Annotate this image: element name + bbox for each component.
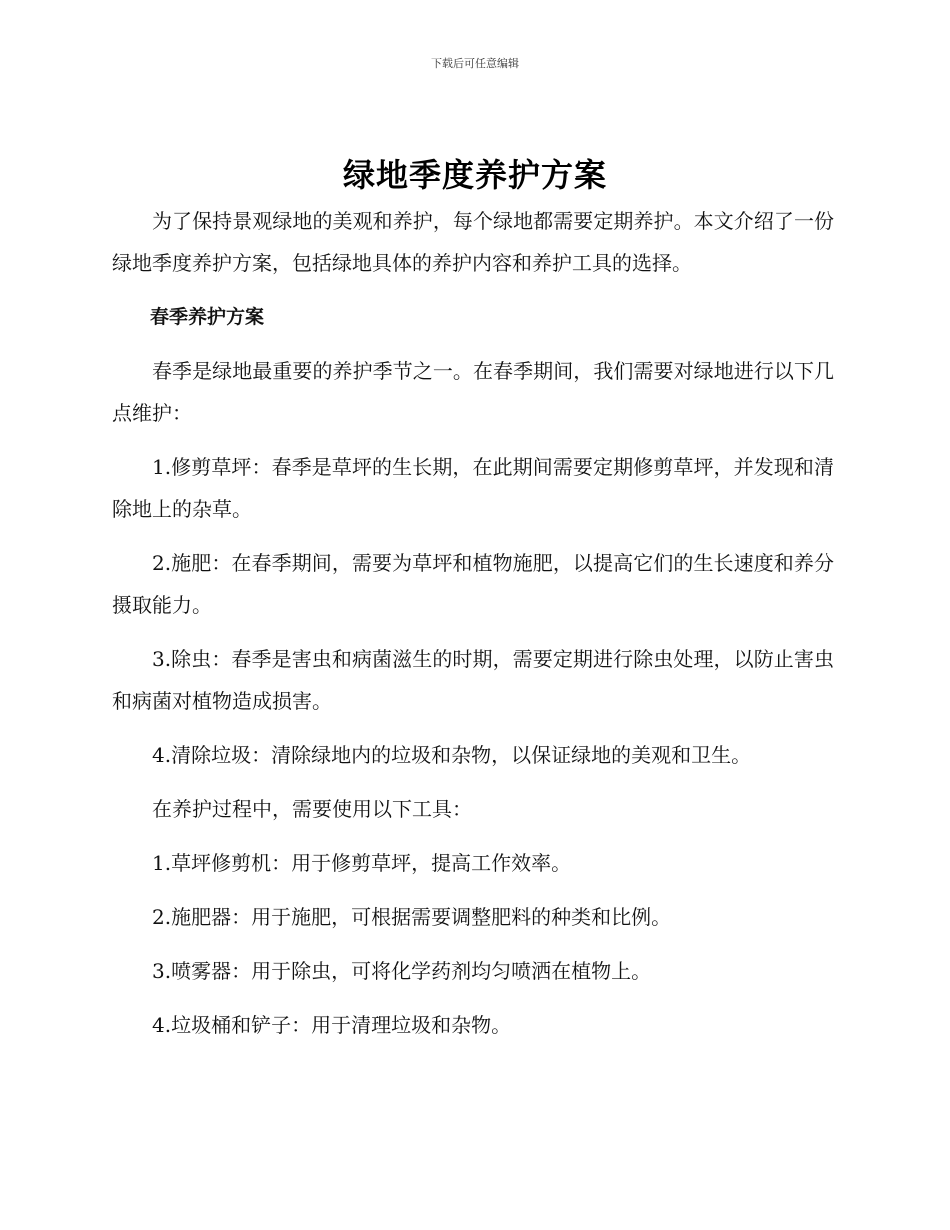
spring-task-item: 2.施肥：在春季期间，需要为草坪和植物施肥，以提高它们的生长速度和养分摄取能力。	[112, 551, 834, 617]
tool-item: 4.垃圾桶和铲子：用于清理垃圾和杂物。	[152, 1013, 512, 1037]
document-title: 绿地季度养护方案	[342, 156, 607, 194]
intro-paragraph: 为了保持景观绿地的美观和养护，每个绿地都需要定期养护。本文介绍了一份绿地季度养护方案，包括绿地具体的养护内容和养护工具的选择。	[112, 209, 834, 275]
spring-task-item: 4.清除垃圾：清除绿地内的垃圾和杂物，以保证绿地的美观和卫生。	[152, 743, 752, 767]
tool-item: 1.草坪修剪机：用于修剪草坪，提高工作效率。	[152, 851, 572, 875]
spring-task-item: 1.修剪草坪：春季是草坪的生长期，在此期间需要定期修剪草坪，并发现和清除地上的杂草。	[112, 455, 834, 521]
tools-lead-paragraph: 在养护过程中，需要使用以下工具：	[152, 797, 472, 821]
tool-item: 2.施肥器：用于施肥，可根据需要调整肥料的种类和比例。	[152, 905, 672, 929]
header-note: 下载后可任意编辑	[431, 57, 519, 70]
spring-lead-paragraph: 春季是绿地最重要的养护季节之一。在春季期间，我们需要对绿地进行以下几点维护：	[112, 359, 834, 425]
tool-item: 3.喷雾器：用于除虫，可将化学药剂均匀喷洒在植物上。	[152, 959, 652, 983]
document-body	[112, 200, 834, 1058]
spring-task-item: 3.除虫：春季是害虫和病菌滋生的时期，需要定期进行除虫处理，以防止害虫和病菌对植物造成损害。	[112, 647, 834, 713]
section-heading-spring: 春季养护方案	[150, 306, 265, 328]
